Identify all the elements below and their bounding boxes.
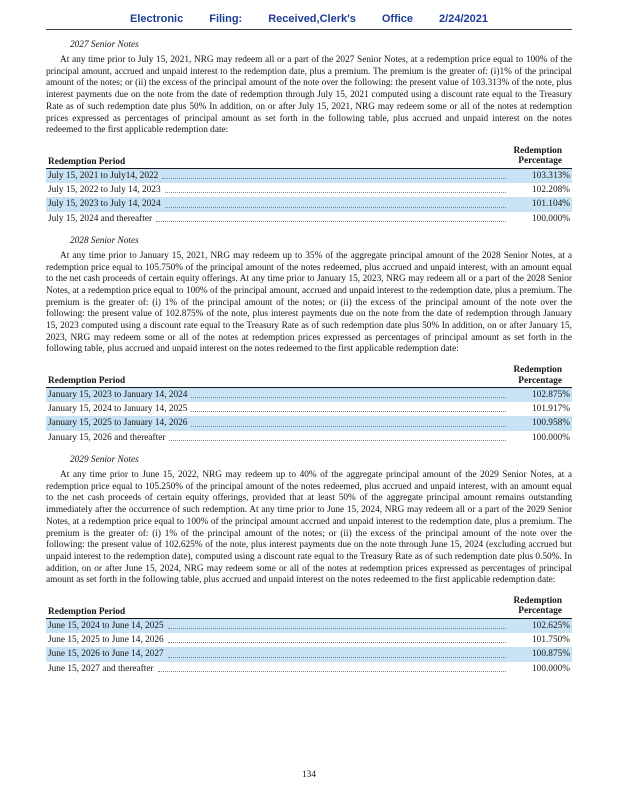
- period-cell: June 15, 2026 to June 14, 2027: [48, 649, 164, 660]
- percentage-cell: 100.000%: [532, 663, 570, 674]
- percentage-cell: 102.875%: [532, 389, 570, 400]
- stamp-date: 2/24/2021: [439, 13, 488, 25]
- period-cell: July 15, 2022 to July 14, 2023: [48, 185, 161, 195]
- percentage-header: [513, 146, 570, 167]
- table-header-row: [46, 365, 572, 388]
- percentage-header-line1: Redemption: [513, 365, 562, 376]
- table-row: [46, 619, 572, 633]
- dotted-leader: [191, 426, 506, 427]
- table-row: [46, 416, 572, 430]
- period-cell: July 15, 2024 and thereafter: [48, 213, 153, 224]
- table-row: [46, 197, 572, 211]
- table-row: [46, 388, 572, 402]
- percentage-cell: 100.958%: [532, 418, 570, 429]
- percentage-header-line1: Redemption: [513, 145, 562, 156]
- redemption-table-2029: [46, 596, 572, 676]
- table-row: [46, 633, 572, 647]
- table-row: [46, 169, 572, 183]
- percentage-header-line2: Percentage: [518, 375, 562, 386]
- dotted-leader: [191, 397, 506, 398]
- period-cell: June 15, 2025 to June 14, 2026: [48, 635, 164, 646]
- header-rule: [46, 29, 572, 30]
- stamp-word: Filing:: [209, 13, 243, 25]
- period-cell: January 15, 2023 to January 14, 2024: [48, 389, 188, 400]
- percentage-cell: 100.875%: [532, 649, 570, 660]
- table-row: [46, 183, 572, 197]
- section-title: 2027 Senior Notes: [70, 40, 139, 50]
- percentage-cell: 102.625%: [532, 620, 570, 631]
- dotted-leader: [168, 642, 506, 643]
- section-paragraph: At any time prior to June 15, 2022, NRG may redeem up to 40% of the aggregate principal amount of the 2029 Senior Notes, at a redemption price equal to 105.250% of the principal amount of the notes redeemed, plus accrued and unpaid interest, with an amount equal to the net cash proceeds of certain equity offerings, provided that at least 50% of the aggregate principal amount remains outstanding immediately after the occurrence of such redemption. At any time prior to June 15, 2024, NRG may redeem all or a part of the 2029 Senior Notes, at a redemption price equal to 100% of the principal amount accrued and unpaid interest to the redemption date, plus a premium. The premium is the greater of: (i) 1% of the principal amount of the notes; or (ii) the excess of the principal amount of the note over the following: the present value of 102.625% of the note, plus interest payments due on the note through June 15, 2024 (excluding accrued but unpaid interest to the redemption date), computed using a discount rate equal to the Treasury Rate as of such redemption date plus 0.50%. In addition, on or after June 15, 2024, NRG may redeem some or all of the notes at redemption prices expressed as percentages of principal amount as set forth in the following table, plus accrued and unpaid interest on the notes redeemed to the first applicable redemption date:: [46, 470, 572, 586]
- stamp-word: Office: [381, 13, 414, 25]
- dotted-leader: [168, 628, 506, 629]
- period-header: Redemption Period: [48, 606, 126, 617]
- dotted-leader: [158, 671, 506, 672]
- stamp-word: Received,Clerk's: [268, 13, 356, 25]
- period-cell: June 15, 2027 and thereafter: [48, 663, 154, 674]
- percentage-header-line2: Percentage: [518, 606, 562, 617]
- percentage-cell: 101.104%: [532, 199, 570, 210]
- table-header-row: [46, 146, 572, 169]
- redemption-table-2028: [46, 365, 572, 445]
- section-2027-senior-notes: [46, 40, 572, 226]
- section-paragraph: At any time prior to January 15, 2021, NRG may redeem up to 35% of the aggregate principal amount of the 2028 Senior Notes, at a redemption price equal to 105.750% of the principal amount of the notes redeemed, plus accrued and unpaid interest, with an amount equal to the net cash proceeds of certain equity offerings. At any time prior to January 15, 2023, NRG may redeem all or a part of the 2028 Senior Notes, at a redemption price equal to 100% of the principal amount, accrued and unpaid interest to the redemption date, plus a premium. The premium is the greater of: (i) 1% of the principal amount of the notes; or (ii) the excess of the principal amount of the note over the following: the present value of 102.875% of the note, plus interest payments due on the note from the date of redemption through January 15, 2023 computed using a discount rate equal to the Treasury Rate as of such redemption date plus 50% In addition, on or after January 15, 2023, NRG may redeem some or all of the notes at redemption prices expressed as percentages of principal amount as set forth in the following table, plus accrued and unpaid interest on the notes redeemed to the first applicable redemption date:: [46, 250, 572, 355]
- period-cell: July 15, 2023 to July 14, 2024: [48, 199, 161, 210]
- period-cell: January 15, 2024 to January 14, 2025: [48, 404, 188, 415]
- percentage-cell: 100.000%: [532, 213, 570, 224]
- table-row: [46, 431, 572, 445]
- section-2029-senior-notes: [46, 455, 572, 676]
- efiling-stamp: [46, 13, 572, 29]
- percentage-cell: 101.917%: [532, 404, 570, 415]
- table-row: [46, 647, 572, 661]
- percentage-header: [513, 596, 570, 617]
- dotted-leader: [165, 207, 506, 208]
- section-title: 2029 Senior Notes: [70, 455, 139, 465]
- period-cell: July 15, 2021 to July14, 2022: [48, 170, 159, 181]
- percentage-header: [513, 365, 570, 386]
- section-2028-senior-notes: [46, 236, 572, 445]
- dotted-leader: [168, 657, 506, 658]
- dotted-leader: [191, 411, 506, 412]
- dotted-leader: [169, 440, 506, 441]
- table-row: [46, 662, 572, 676]
- period-header: Redemption Period: [48, 156, 126, 167]
- percentage-cell: 101.750%: [532, 635, 570, 646]
- percentage-header-line1: Redemption: [513, 596, 562, 607]
- dotted-leader: [162, 178, 506, 179]
- period-cell: January 15, 2025 to January 14, 2026: [48, 418, 188, 429]
- table-header-row: [46, 596, 572, 619]
- section-paragraph: At any time prior to July 15, 2021, NRG may redeem all or a part of the 2027 Senior Notes, at a redemption price equal to 100% of the principal amount, accrued and unpaid interest to the redemption date, plus a premium. The premium is the greater of: (i)1% of the principal amount of the notes; or (ii) the excess of the principal amount of the note over the following: the present value of 103.313% of the note, plus interest payments due on the note from the date of redemption through July 15, 2021 computed using a discount rate equal to the Treasury Rate as of such redemption date plus 50% In addition, on or after July 15, 2021, NRG may redeem some or all of the notes at redemption prices expressed as percentages of principal amount as set forth in the following table, plus accrued and unpaid interest on the notes redeemed to the first applicable redemption date:: [46, 55, 572, 136]
- dotted-leader: [165, 192, 506, 193]
- percentage-cell: 100.000%: [532, 432, 570, 443]
- period-cell: January 15, 2026 and thereafter: [48, 432, 166, 443]
- dotted-leader: [156, 221, 506, 222]
- percentage-cell: 102.208%: [532, 185, 570, 195]
- table-row: [46, 212, 572, 226]
- redemption-table-2027: [46, 146, 572, 226]
- page-number: 134: [302, 770, 316, 780]
- period-header: Redemption Period: [48, 375, 126, 386]
- stamp-word: Electronic: [130, 13, 184, 25]
- table-row: [46, 402, 572, 416]
- percentage-cell: 103.313%: [532, 170, 570, 181]
- percentage-header-line2: Percentage: [518, 156, 562, 167]
- section-title: 2028 Senior Notes: [70, 235, 139, 246]
- period-cell: June 15, 2024 to June 14, 2025: [48, 620, 164, 631]
